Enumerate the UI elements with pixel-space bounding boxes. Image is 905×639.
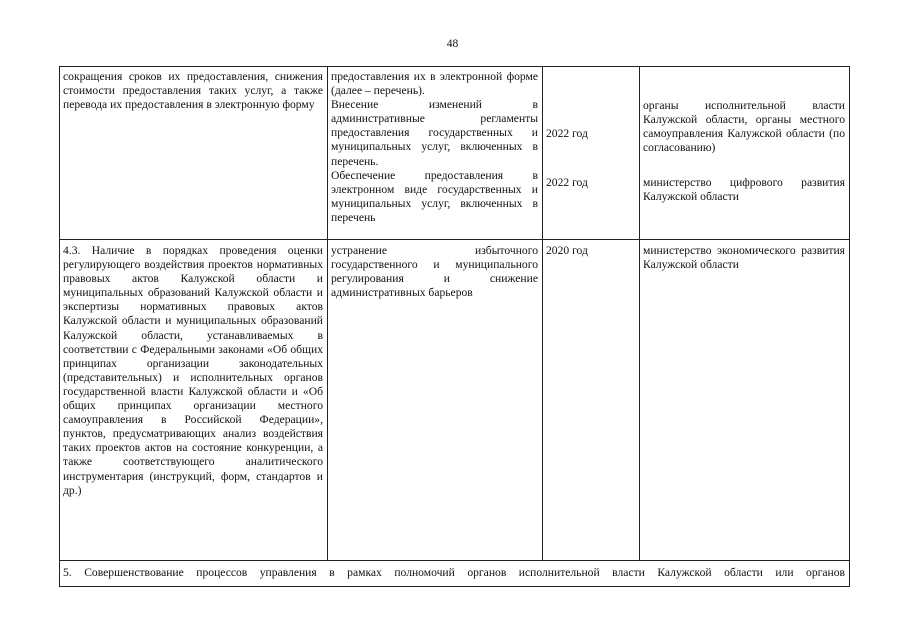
row-divider-2	[59, 560, 850, 561]
table-left-border	[59, 66, 60, 587]
row1-responsible-1: органы исполнительной власти Калужской области, органы местного самоуправления Калужской области (по согласованию)	[643, 99, 845, 155]
row1-measure-text: сокращения сроков их предоставления, снижения стоимости предоставления таких услуг, а также перевода их предоставления в электронную форму	[63, 70, 323, 112]
column-divider-3	[639, 66, 640, 561]
row1-action-cell	[331, 70, 538, 225]
row2-action-text: устранение избыточного государственного и муниципального регулирования и снижение административных барьеров	[331, 244, 538, 300]
row2-deadline: 2020 год	[546, 244, 588, 257]
table-bottom-border	[59, 586, 850, 587]
row1-deadline-1: 2022 год	[546, 127, 588, 140]
row1-deadline-2: 2022 год	[546, 176, 588, 189]
row1-action-intro: предоставления их в электронной форме (далее – перечень).	[331, 70, 538, 98]
row2-measure-text: 4.3. Наличие в порядках проведения оценки регулирующего воздействия проектов нормативных правовых актов Калужской области и муниципальных образований Калужской области и экспертизы нормативных правовых актов Калужской области и муниципальных образований Калужской области, устанавливаемых в соответствии с Федеральными законами «Об общих принципах организации законодательных (представительных) и исполнительных органов государственной власти Калужской области и «Об общих принципах организации местного самоуправления в Российской Федерации», пунктов, предусматривающих анализ воздействия таких проектов актов на состояние конкуренции, а также соответствующего аналитического инструментария (инструкций, форм, стандартов и др.)	[63, 244, 323, 497]
column-divider-2	[542, 66, 543, 561]
row2-responsible: министерство экономического развития Калужской области	[643, 244, 845, 272]
row1-action-item1: Внесение изменений в административные регламенты предоставления государственных и муниципальных услуг, включенных в перечень.	[331, 98, 538, 168]
row1-responsible-2: министерство цифрового развития Калужской области	[643, 176, 845, 204]
row-divider-1	[59, 239, 850, 240]
table-right-border	[849, 66, 850, 587]
column-divider-1	[327, 66, 328, 561]
table-top-border	[59, 66, 850, 67]
page-number: 48	[446, 38, 459, 50]
row1-action-item2: Обеспечение предоставления в электронном виде государственных и муниципальных услуг, включенных в перечень	[331, 168, 538, 224]
section-5-heading: 5. Совершенствование процессов управления в рамках полномочий органов исполнительной власти Калужской области или органов	[63, 566, 845, 579]
